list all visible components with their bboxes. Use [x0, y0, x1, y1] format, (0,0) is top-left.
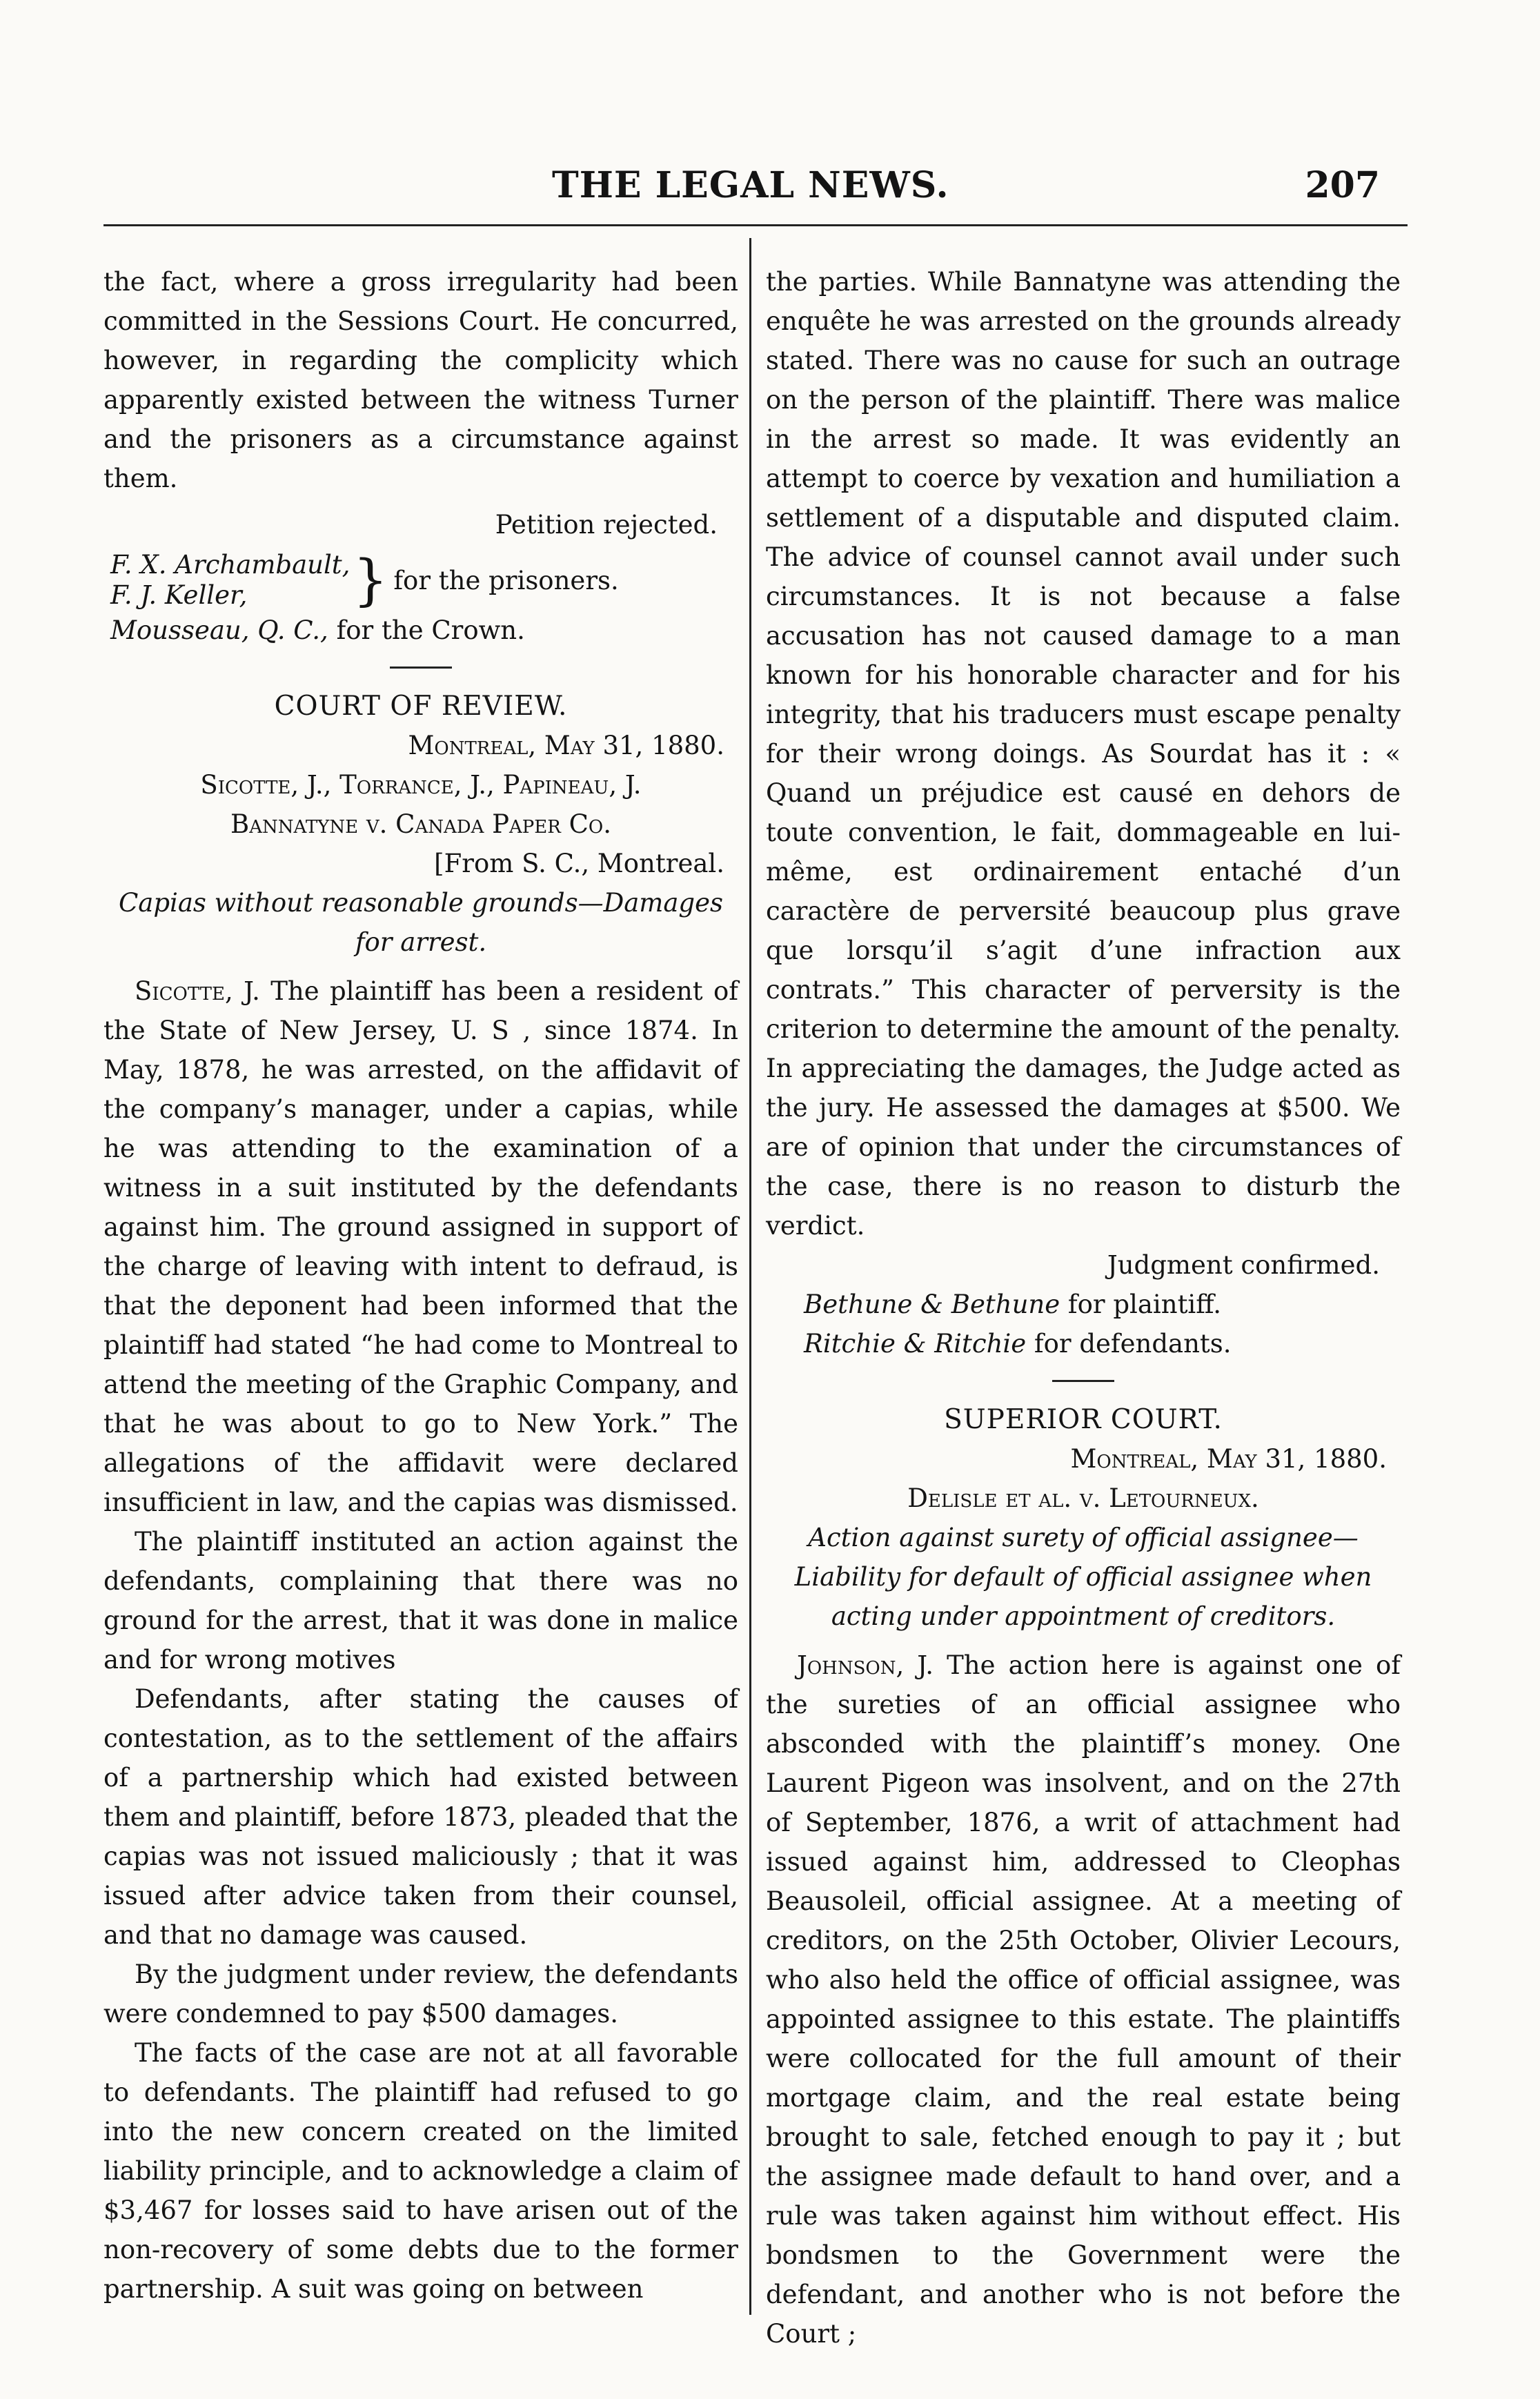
dateline: Montreal, May 31, 1880.	[408, 731, 724, 760]
counsel-name: F. J. Keller,	[110, 580, 248, 610]
judgment-result: Judgment confirmed.	[1107, 1250, 1380, 1280]
paragraph: Sicotte, J. The plaintiff has been a resident of the State of New Jersey, U. S , since 1874. In May, 1878, he was arrested, on the affidavit of the company’s manager, under a capias, while he was attending to the examination of a witness in a suit instituted by the defendants against him. The ground assigned in support of the charge of leaving with intent to defraud, is that the deponent had been informed that the plaintiff had stated “he had come to Montreal to attend the meeting of the Graphic Company, and that he was about to go to New York.” The allegations of the affidavit were declared insufficient in law, and the capias was dismissed.	[103, 976, 738, 1517]
counsel-defendants	[804, 1324, 1401, 1363]
dateline: Montreal, May 31, 1880.	[1070, 1444, 1387, 1474]
column-divider	[749, 238, 751, 2315]
section-rule	[1052, 1380, 1114, 1382]
counsel-role: for plaintiff.	[1067, 1290, 1221, 1319]
brace: }	[353, 548, 388, 612]
headnote: Capias without reasonable grounds—Damages for arrest.	[118, 888, 724, 957]
petition-result: Petition rejected.	[495, 510, 718, 540]
court-heading: COURT OF REVIEW.	[274, 691, 568, 722]
paragraph: The plaintiff instituted an action against the defendants, complaining that there was no ground for the arrest, that it was done in malice and for wrong motives	[103, 1527, 738, 1675]
journal-title: THE LEGAL NEWS.	[552, 164, 949, 206]
counsel-name: F. X. Archambault,	[110, 550, 351, 580]
section-rule	[390, 667, 452, 669]
counsel-name: Ritchie & Ritchie	[804, 1329, 1027, 1359]
left-column	[103, 262, 738, 2309]
paragraph: The facts of the case are not at all favorable to defendants. The plaintiff had refused to go into the new concern created on the limited liability principle, and to acknowledge a claim of $3,467 for losses said to have arisen out of the non-recovery of some debts due to the former partnership. A suit was going on between	[103, 2038, 738, 2304]
judge-name: Johnson, J.	[797, 1650, 934, 1680]
page-header	[103, 152, 1401, 214]
court-heading: SUPERIOR COURT.	[944, 1404, 1223, 1435]
counsel-plaintiff	[804, 1285, 1401, 1324]
judges-line: Sicotte, J., Torrance, J., Papineau, J.	[200, 770, 642, 800]
headnote: Action against surety of official assignee—Liability for default of official assignee when acting under appointment of creditors.	[794, 1523, 1372, 1631]
case-name: Bannatyne v. Canada Paper Co.	[230, 809, 611, 839]
paragraph: Johnson, J. The action here is against one of the sureties of an official assignee who absconded with the plaintiff’s money. One Laurent Pigeon was insolvent, and on the 27th of September, 1876, a writ of attachment had issued against him, addressed to Cleophas Beausoleil, official assignee. At a meeting of creditors, on the 25th October, Olivier Lecours, who also held the office of official assignee, was appointed assignee to this estate. The plaintiffs were collocated for the full amount of their mortgage claim, and the real estate being brought to sale, fetched enough to pay it ; but the assignee made default to hand over, and a rule was taken against him without effect. His bondsmen to the Government were the defendant, and another who is not before the Court ;	[766, 1650, 1401, 2349]
paragraph: the parties. While Bannatyne was attending the enquête he was arrested on the grounds already stated. There was no cause for such an outrage on the person of the plaintiff. There was malice in the arrest so made. It was evidently an attempt to coerce by vexation and humiliation a settlement of a disputable and disputed claim. The advice of counsel cannot avail under such circumstances. It is not because a false accusation has not caused damage to a man known for his honorable character and for his integrity, that his traducers must escape penalty for their wrong doings. As Sourdat has it : « Quand un préjudice est causé en dehors de toute convention, le fait, dommageable en lui-même, est ordinairement entaché d’un caractère de perversité beaucoup plus grave que lorsqu’il s’agit d’une infraction aux contrats.” This character of perversity is the criterion to determine the amount of the penalty. In appreciating the damages, the Judge acted as the jury. He assessed the damages at $500. We are of opinion that under the circumstances of the case, there is no reason to disturb the verdict.	[766, 267, 1401, 1241]
paragraph: By the judgment under review, the defendants were condemned to pay $500 damages.	[103, 1959, 738, 2028]
counsel-prisoners	[110, 550, 738, 611]
case-name: Delisle et al. v. Letourneux.	[907, 1483, 1259, 1513]
right-column	[766, 262, 1401, 2353]
header-rule	[103, 224, 1408, 226]
counsel-name: Bethune & Bethune	[804, 1290, 1060, 1319]
page-number: 207	[1305, 164, 1380, 206]
counsel-role: for the prisoners.	[393, 565, 619, 595]
paragraph: the fact, where a gross irregularity had been committed in the Sessions Court. He concurred, however, in regarding the complicity which apparently existed between the witness Turner and the prisoners as a circumstance against them.	[103, 267, 738, 493]
judge-name: Sicotte, J.	[135, 976, 260, 1006]
from-note: [From S. C., Montreal.	[434, 849, 724, 878]
counsel-role: for the Crown.	[336, 615, 525, 645]
counsel-crown	[110, 611, 738, 650]
paragraph: Defendants, after stating the causes of contestation, as to the settlement of the affairs of a partnership which had existed between them and plaintiff, before 1873, pleaded that the capias was not issued maliciously ; that it was issued after advice taken from their counsel, and that no damage was caused.	[103, 1684, 738, 1950]
counsel-name: Mousseau, Q. C.,	[110, 615, 328, 645]
counsel-role: for defendants.	[1034, 1329, 1232, 1359]
